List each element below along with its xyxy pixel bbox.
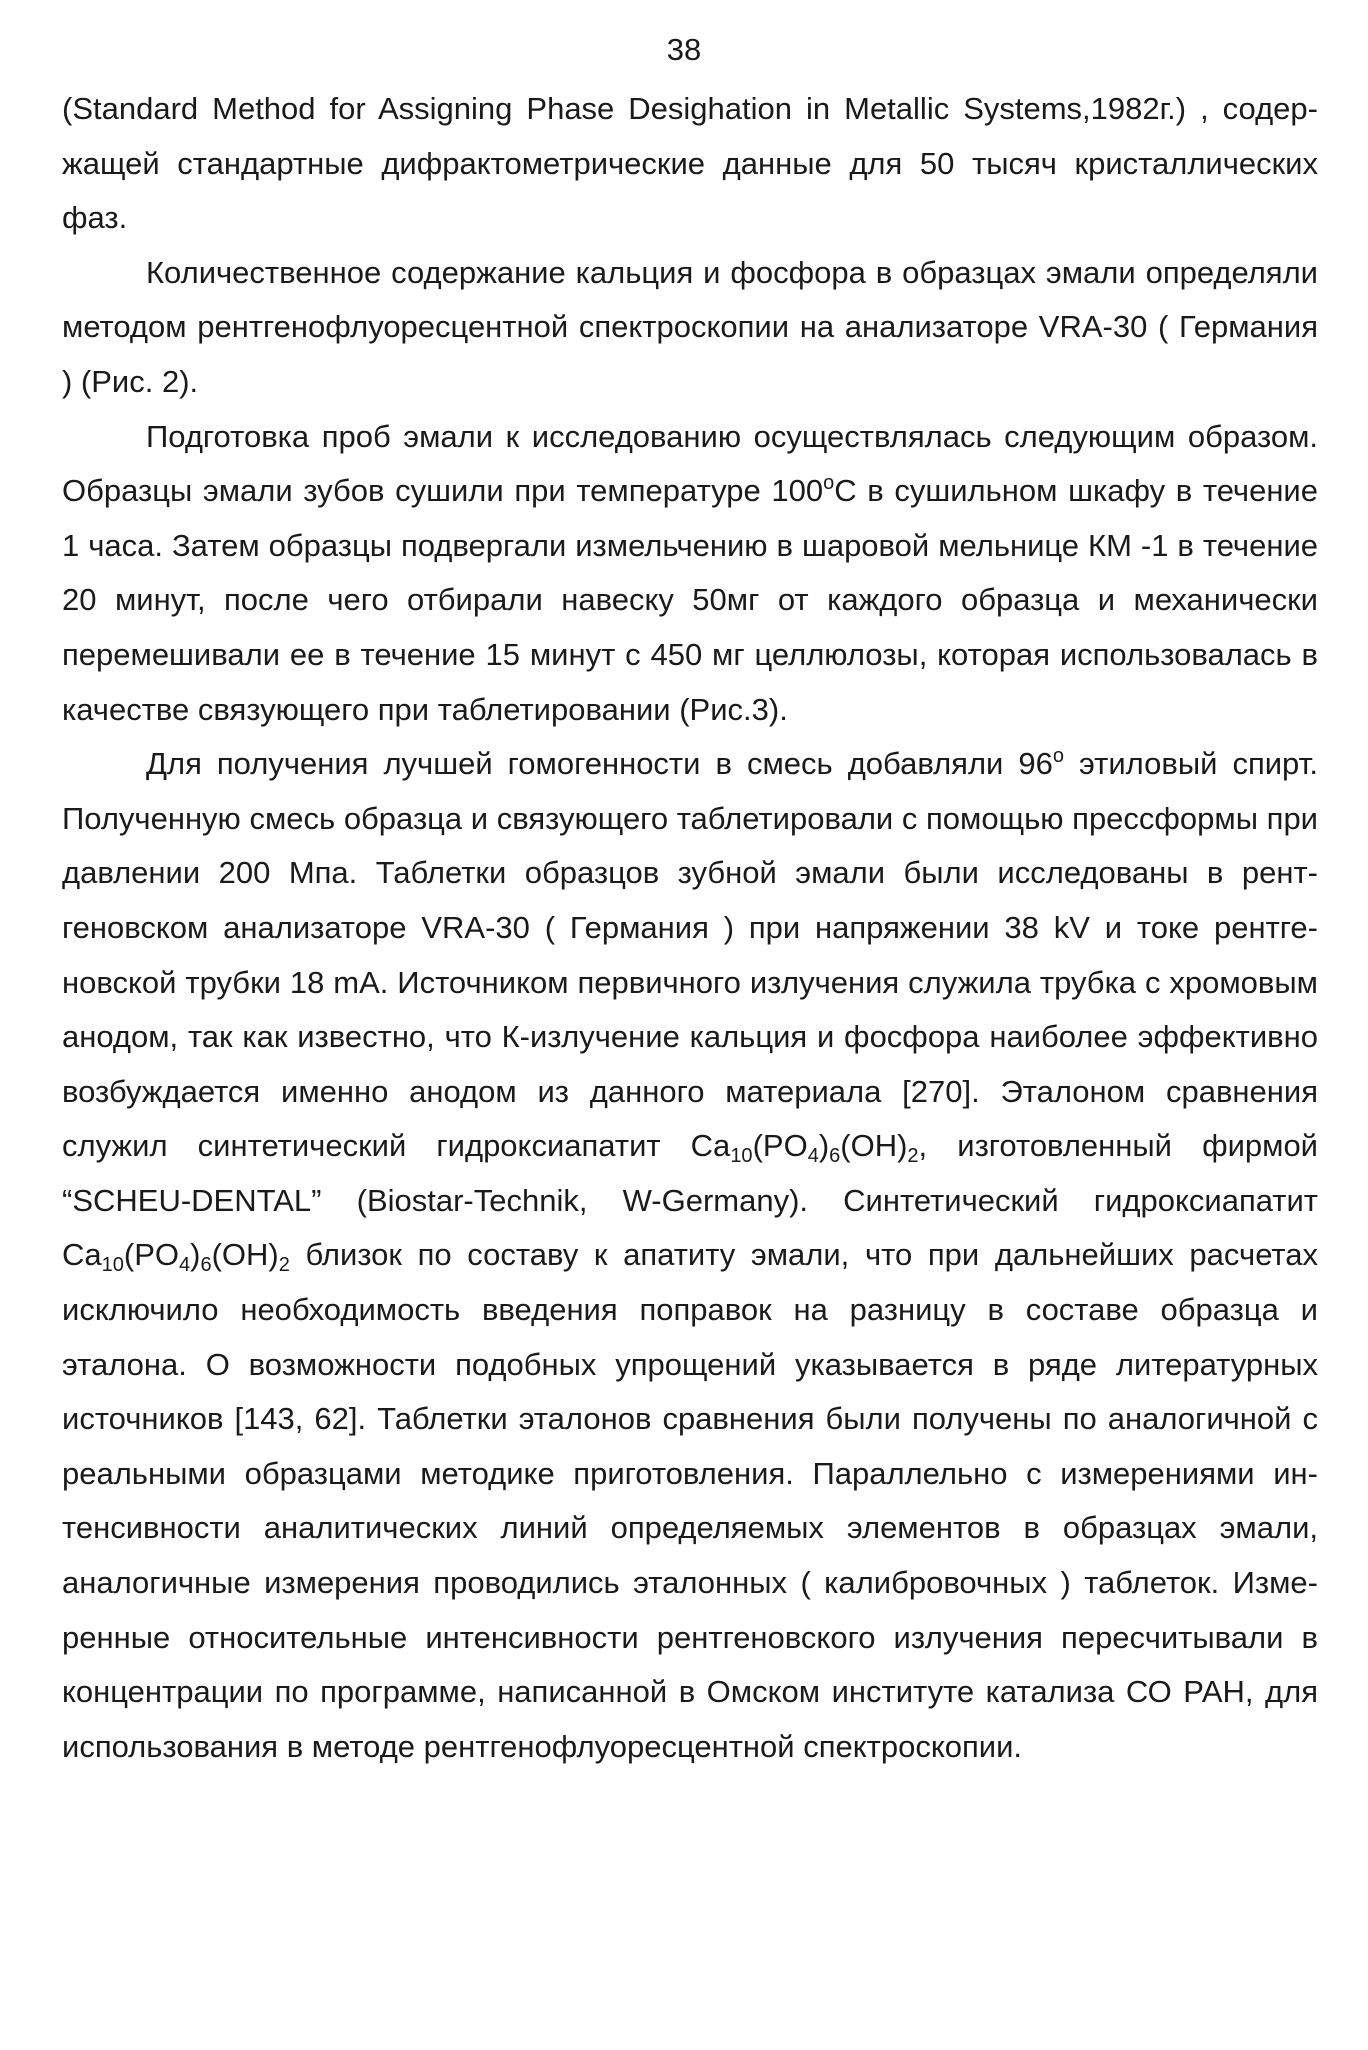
text-run: , изготовленный фирмой “SCHEU-DENTAL” (Biostar-Technik, W-Germany). Синтетический гидроксиапатит Ca (62, 1128, 1319, 1273)
text-run: близок по составу к апатиту эмали, что при дальнейших расчетах исключило необходимость введения поправок на разницу в составе образца и эталона. О возможности подобных упрощений указывается в ряде литературных источников [143, 62]. Таблетки эталонов сравнения были получены по аналогичной с реальными образцами методике приготовления. Параллельно с измерениями интенсивности аналитических линий определяемых элементов в образцах эмали, аналогичные измерения проводились эталонных ( калибровочных ) таблеток. Измеренные относительные интенсивности рентгеновского излучения пересчитывали в концентрации по программе, написанной в Омском институте катализа СО РАН, для использования в методе рентгенофлуоресцентной спектроскопии. (62, 1237, 1318, 1764)
subscript: 10 (101, 1254, 124, 1277)
subscript: 2 (907, 1145, 919, 1168)
subscript: 6 (829, 1145, 841, 1168)
superscript: o (823, 472, 835, 495)
paragraph-3 (62, 737, 1318, 1774)
text-run: этиловый спирт. Полученную смесь образца и связующего таблетировали с помощью прессформы при давлении 200 Мпа. Таблетки образцов зубной эмали были исследованы в рентгеновском анализаторе VRA-30 ( Германия ) при напряжении 38 kV и токе рентгеновской трубки 18 mA. Источником первичного излучения служила трубка с хромовым анодом, так как известно, что К-излучение кальция и фосфора наиболее эффективно возбуждается именно анодом из данного материала [270]. Эталоном сравнения служил синтетический гидроксиапатит Ca (62, 746, 1318, 1164)
superscript: o (1052, 745, 1064, 768)
paragraph-0 (62, 82, 1318, 246)
body-text (62, 82, 1318, 1774)
text-run: ) (818, 1128, 830, 1164)
subscript: 2 (278, 1254, 290, 1277)
text-run: (OH) (840, 1128, 908, 1164)
paragraph-1 (62, 246, 1318, 410)
text-run: ) (190, 1237, 201, 1273)
text-run: (PO (752, 1128, 808, 1164)
page-number: 38 (666, 32, 702, 67)
text-run: (PO (123, 1237, 180, 1273)
text-run: Для получения лучшей гомогенности в смесь добавляли 96 (146, 746, 1053, 782)
paragraph-2 (62, 410, 1318, 738)
text-run: Количественное содержание кальция и фосфора в образцах эмали определяли методом рентгенофлуоресцентной спектроскопии на анализаторе VRA-30 ( Германия ) (Рис. 2). (62, 254, 1318, 399)
subscript: 6 (200, 1254, 212, 1277)
subscript: 10 (730, 1145, 753, 1168)
text-run: С в сушильном шкафу в течение 1 часа. Затем образцы подвергали измельчению в шаровой мельнице КМ -1 в течение 20 минут, после чего отбирали навеску 50мг от каждого образца и механически перемешивали ее в течение 15 минут с 450 мг целлюлозы, которая использовалась в качестве связующего при таблетировании (Рис.3). (62, 473, 1318, 727)
text-run: Подготовка проб эмали к исследованию осуществлялась следующим образом. Образцы эмали зубов сушили при температуре 100 (62, 418, 1318, 509)
subscript: 4 (807, 1145, 819, 1168)
subscript: 4 (179, 1254, 191, 1277)
text-run: (OH) (211, 1237, 279, 1273)
text-run: (Standard Method for Assigning Phase Desighation in Metallic Systems,1982г.) , содержащей стандартные дифрактометрические данные для 50 тысяч кристаллических фаз. (62, 91, 1318, 236)
